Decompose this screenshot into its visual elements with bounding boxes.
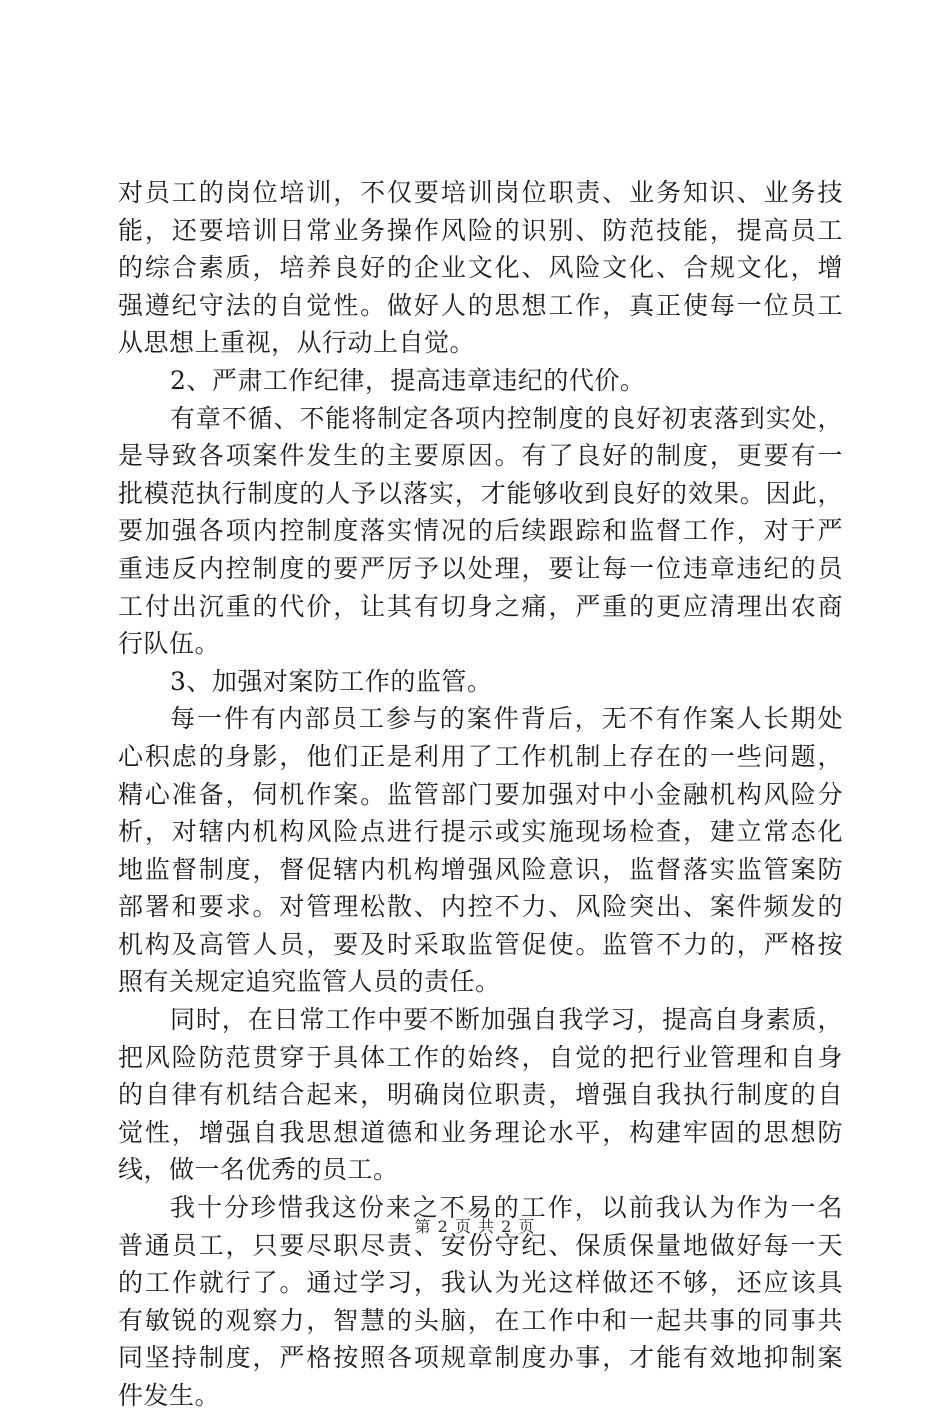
paragraph-heading-3 <box>118 663 843 701</box>
text-line: 2、严肃工作纪律，提高违章违纪的代价。 <box>170 365 646 395</box>
paragraph-discipline <box>118 400 843 663</box>
text-line: 机构及高管人员，要及时采取监管促使。监管不力的，严格按 <box>118 929 843 959</box>
text-line: 从思想上重视，从行动上自觉。 <box>118 328 476 358</box>
text-line: 把风险防范贯穿于具体工作的始终，自觉的把行业管理和自身 <box>118 1042 843 1072</box>
text-line: 普通员工，只要尽职尽责、安份守纪、保质保量地做好每一天 <box>118 1230 843 1260</box>
text-line: 要加强各项内控制度落实情况的后续跟踪和监督工作，对于严 <box>118 516 843 546</box>
text-line: 批模范执行制度的人予以落实，才能够收到良好的效果。因此， <box>118 478 843 508</box>
text-line: 的综合素质，培养良好的企业文化、风险文化、合规文化，增 <box>118 253 843 283</box>
text-line: 部署和要求。对管理松散、内控不力、风险突出、案件频发的 <box>118 892 843 922</box>
text-line: 有敏锐的观察力，智慧的头脑，在工作中和一起共事的同事共 <box>118 1305 843 1335</box>
text-line: 是导致各项案件发生的主要原因。有了良好的制度，更要有一 <box>118 441 843 471</box>
text-line: 同时，在日常工作中要不断加强自我学习，提高自身素质， <box>170 1005 843 1035</box>
text-line: 心积虑的身影，他们正是利用了工作机制上存在的一些问题， <box>118 741 843 771</box>
text-line: 工付出沉重的代价，让其有切身之痛，严重的更应清理出农商 <box>118 591 843 621</box>
paragraph-heading-2 <box>118 362 843 400</box>
text-line: 析，对辖内机构风险点进行提示或实施现场检查，建立常态化 <box>118 817 843 847</box>
text-line: 能，还要培训日常业务操作风险的识别、防范技能，提高员工 <box>118 215 843 245</box>
text-line: 重违反内控制度的要严厉予以处理，要让每一位违章违纪的员 <box>118 553 843 583</box>
text-line: 我十分珍惜我这份来之不易的工作，以前我认为作为一名 <box>170 1193 843 1223</box>
text-line: 行队伍。 <box>118 629 221 659</box>
paragraph-self-study <box>118 1001 843 1189</box>
text-line: 强遵纪守法的自觉性。做好人的思想工作，真正使每一位员工 <box>118 290 843 320</box>
paragraph-training <box>118 174 843 362</box>
text-line: 觉性，增强自我思想道德和业务理论水平，构建牢固的思想防 <box>118 1117 843 1147</box>
text-line: 线，做一名优秀的员工。 <box>118 1155 399 1185</box>
text-line: 每一件有内部员工参与的案件背后，无不有作案人长期处 <box>170 704 843 734</box>
text-line: 同坚持制度，严格按照各项规章制度办事，才能有效地抑制案 <box>118 1343 843 1373</box>
text-line: 3、加强对案防工作的监管。 <box>170 666 493 696</box>
text-line: 有章不循、不能将制定各项内控制度的良好初衷落到实处， <box>170 403 843 433</box>
text-line: 的自律有机结合起来，明确岗位职责，增强自我执行制度的自 <box>118 1080 843 1110</box>
text-line: 精心准备，伺机作案。监管部门要加强对中小金融机构风险分 <box>118 779 843 809</box>
page-footer: 第 2 页 共 2 页 <box>414 1217 536 1236</box>
text-line: 的工作就行了。通过学习，我认为光这样做还不够，还应该具 <box>118 1268 843 1298</box>
paragraph-supervision <box>118 700 843 1001</box>
text-line: 地监督制度，督促辖内机构增强风险意识，监督落实监管案防 <box>118 854 843 884</box>
text-line: 对员工的岗位培训，不仅要培训岗位职责、业务知识、业务技 <box>118 178 843 207</box>
text-line: 照有关规定追究监管人员的责任。 <box>118 967 501 997</box>
text-line: 件发生。 <box>118 1381 221 1410</box>
